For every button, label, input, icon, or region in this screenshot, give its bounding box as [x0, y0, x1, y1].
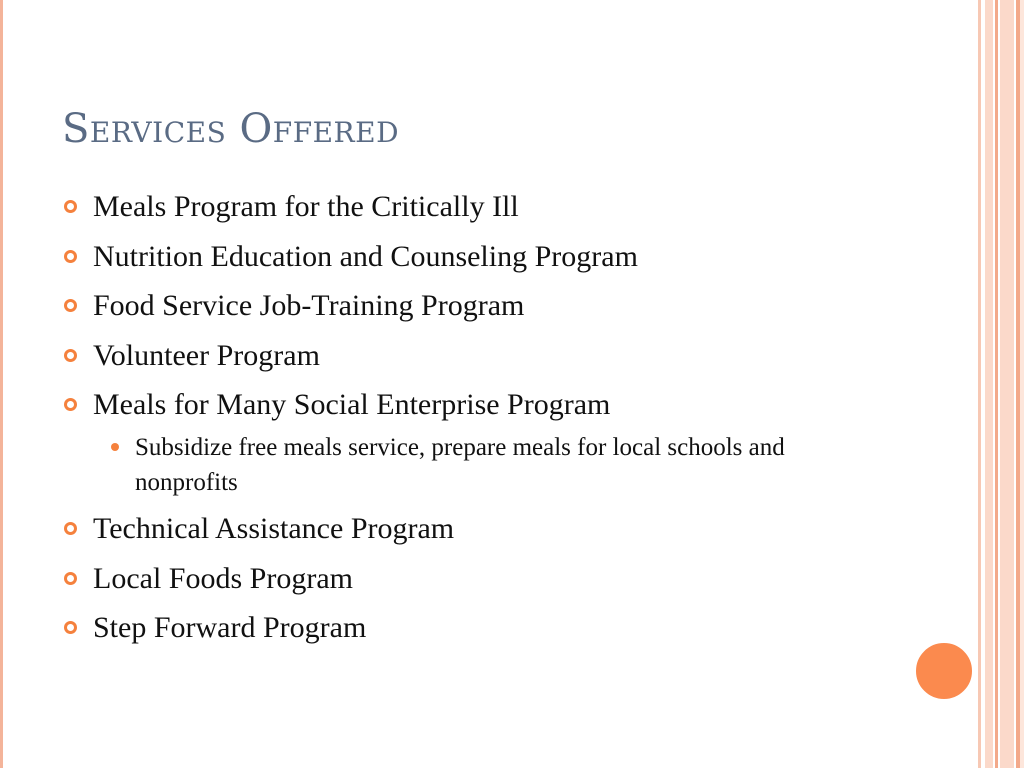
sub-bullet-list — [93, 426, 940, 508]
bullet-text: Step Forward Program — [93, 611, 367, 644]
bullet-text: Volunteer Program — [93, 338, 320, 372]
hollow-circle-bullet-icon — [64, 200, 77, 213]
bullet-text: Nutrition Education and Counseling Program — [93, 239, 638, 273]
bullet-list — [60, 186, 940, 657]
bullet-item — [60, 186, 940, 236]
bullet-text: Technical Assistance Program — [93, 512, 455, 545]
filled-dot-bullet-icon — [111, 443, 119, 451]
bullet-text: Food Service Job-Training Program — [93, 289, 525, 322]
bullet-text: Meals for Many Social Enterprise Program — [93, 388, 611, 421]
sub-bullet-text: Subsidize free meals service, prepare meals for local schools and nonprofits — [135, 434, 785, 496]
bullet-item — [60, 508, 940, 558]
hollow-circle-bullet-icon — [64, 299, 77, 312]
hollow-circle-bullet-icon — [64, 621, 77, 634]
bullet-text: Meals Program for the Critically Ill — [93, 190, 519, 223]
right-stripe-decoration — [1020, 0, 1024, 768]
bullet-item — [60, 607, 940, 657]
hollow-circle-bullet-icon — [64, 398, 77, 411]
bullet-item — [60, 236, 940, 286]
hollow-circle-bullet-icon — [64, 572, 77, 585]
bullet-item — [60, 384, 940, 508]
right-stripe-decoration — [985, 0, 993, 768]
hollow-circle-bullet-icon — [64, 522, 77, 535]
bullet-text: Local Foods Program — [93, 561, 353, 595]
bullet-item — [60, 558, 940, 608]
right-stripe-decoration — [1000, 0, 1014, 768]
right-stripe-decoration — [995, 0, 998, 768]
hollow-circle-bullet-icon — [64, 349, 77, 362]
slide-title: Services Offered — [62, 106, 400, 152]
left-border-decoration — [0, 0, 3, 768]
right-stripe-decoration — [978, 0, 981, 768]
bullet-item — [60, 335, 940, 385]
hollow-circle-bullet-icon — [64, 250, 77, 263]
bullet-item — [60, 285, 940, 335]
sub-bullet-item — [93, 430, 855, 500]
